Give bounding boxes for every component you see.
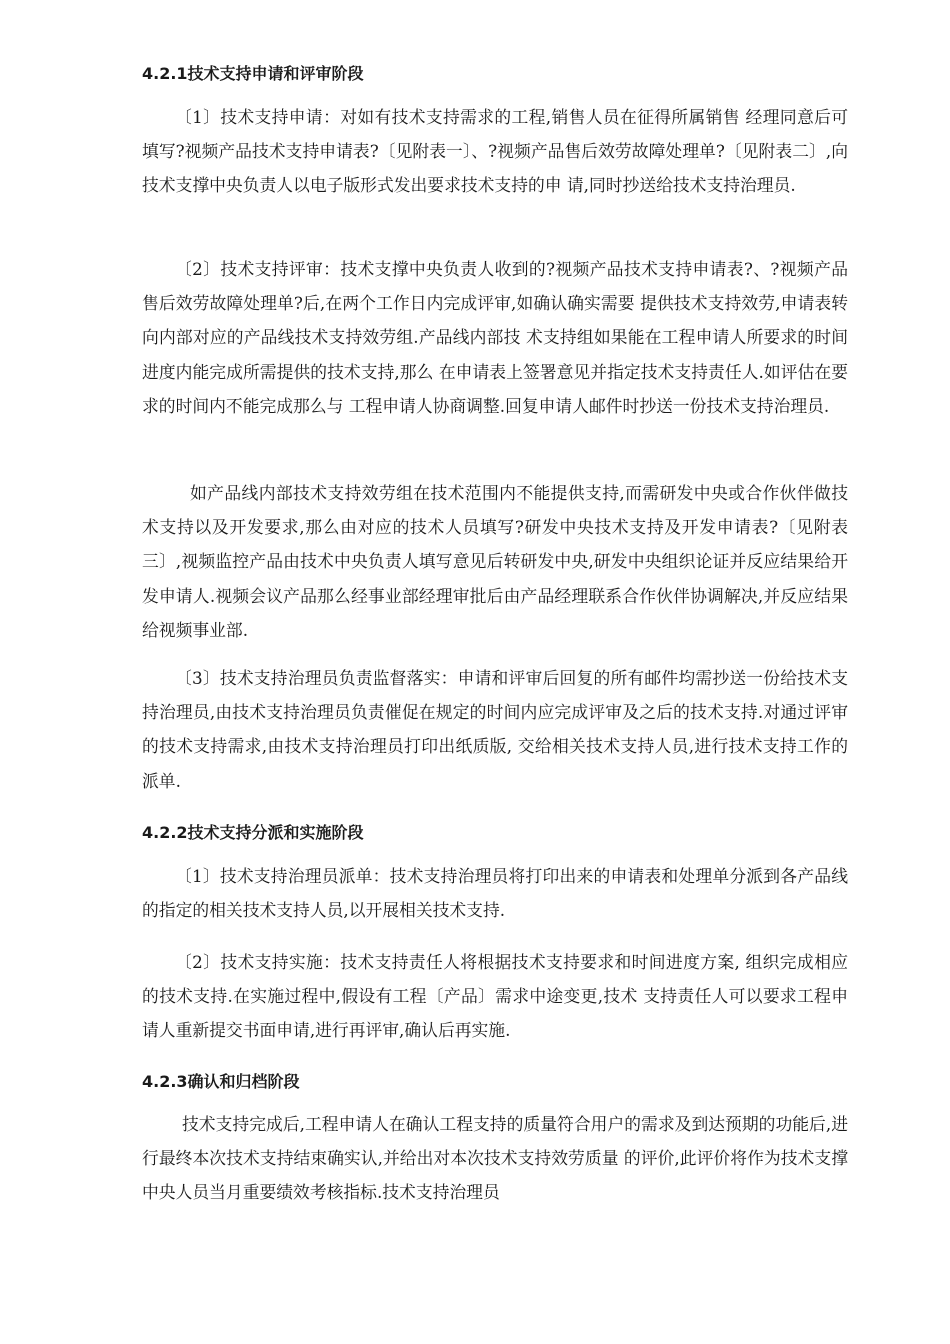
paragraph-admin-supervision: 〔3〕技术支持治理员负责监督落实：申请和评审后回复的所有邮件均需抄送一份给技术支持治理员,由技术支持治理员负责催促在规定的时间内应完成评审及之后的技术支持.对通过评审的技术支持需求,由技术支持治理员打印出纸质版, 交给相关技术支持人员,进行技术支持工作的派单. [142,668,848,791]
paragraph-implementation: 〔2〕技术支持实施：技术支持责任人将根据技术支持要求和时间进度方案, 组织完成相应的技术支持.在实施过程中,假设有工程〔产品〕需求中途变更,技术 支持责任人可以要求工程申请人重新提交书面申请,进行再评审,确认后再实施. [142,952,848,1041]
paragraph-tech-support-review: 〔2〕技术支持评审：技术支撑中央负责人收到的?视频产品技术支持申请表?、?视频产品售后效劳故障处理单?后,在两个工作日内完成评审,如确认确实需要 提供技术支持效劳,申请表转向内部对应的产品线技术支持效劳组.产品线内部技 术支持组如果能在工程申请人所要求的时间进度内能完成所需提供的技术支持,那么 在申请表上签署意见并指定技术支持责任人.如评估在要求的时间内不能完成那么与 工程申请人协商调整.回复申请人邮件时抄送一份技术支持治理员. [142,259,848,416]
section-heading-4-2-3: 4.2.3确认和归档阶段 [142,1072,300,1091]
paragraph-dispatch: 〔1〕技术支持治理员派单：技术支持治理员将打印出来的申请表和处理单分派到各产品线的指定的相关技术支持人员,以开展相关技术支持. [142,866,848,921]
paragraph-confirmation: 技术支持完成后,工程申请人在确认工程支持的质量符合用户的需求及到达预期的功能后,进行最终本次技术支持结束确实认,并给出对本次技术支持效劳质量 的评价,此评价将作为技术支撑中央人员当月重要绩效考核指标.技术支持治理员 [142,1114,848,1203]
paragraph-rd-support-escalation: 如产品线内部技术支持效劳组在技术范围内不能提供支持,而需研发中央或合作伙伴做技术支持以及开发要求,那么由对应的技术人员填写?研发中央技术支持及开发申请表?〔见附表三〕,视频监控产品由技术中央负责人填写意见后转研发中央,研发中央组织论证并反应结果给开发申请人.视频会议产品那么经事业部经理审批后由产品经理联系合作伙伴协调解决,并反应结果给视频事业部. [142,483,848,640]
paragraph-tech-support-application: 〔1〕技术支持申请：对如有技术支持需求的工程,销售人员在征得所属销售 经理同意后可填写?视频产品技术支持申请表?〔见附表一〕、?视频产品售后效劳故障处理单?〔见附表二〕,向技术支撑中央负责人以电子版形式发出要求技术支持的申 请,同时抄送给技术支持治理员. [142,107,848,196]
section-heading-4-2-2: 4.2.2技术支持分派和实施阶段 [142,823,364,842]
section-heading-4-2-1: 4.2.1技术支持申请和评审阶段 [142,64,364,83]
